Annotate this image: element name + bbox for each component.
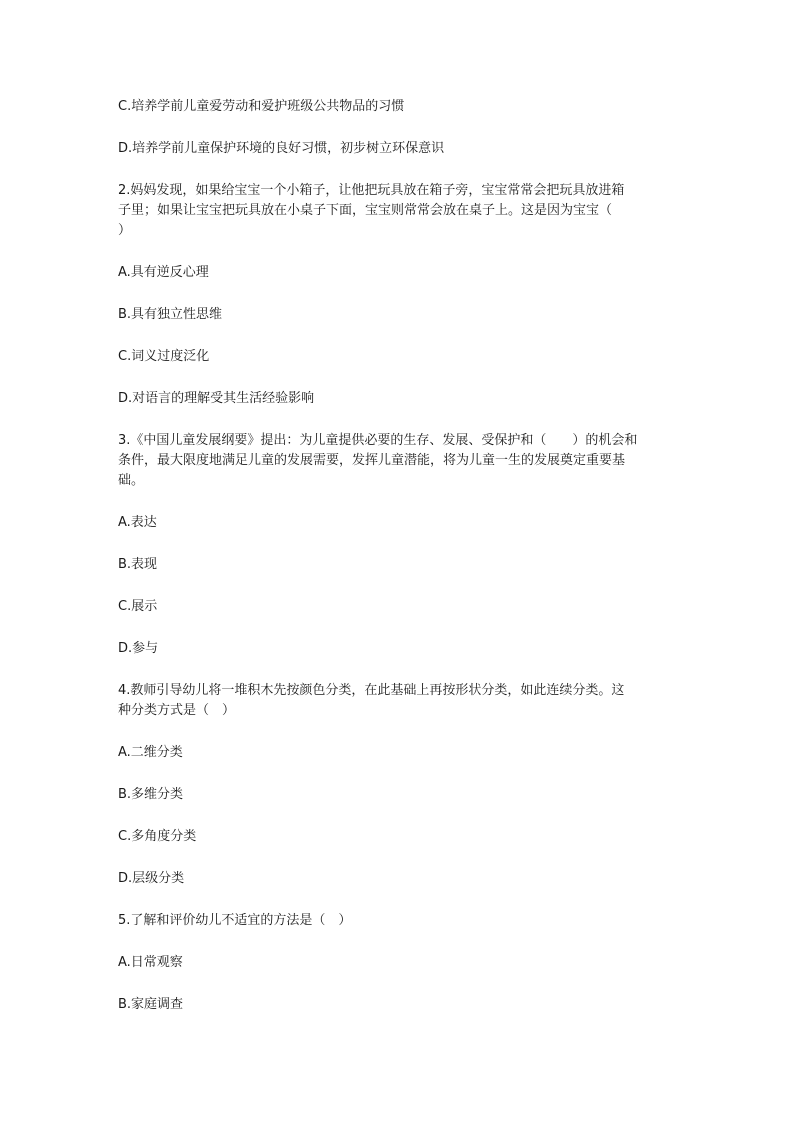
answer-option bbox=[118, 743, 678, 763]
answer-option bbox=[118, 97, 678, 117]
question-line: 础。 bbox=[118, 473, 145, 488]
option-text: B.家庭调查 bbox=[118, 997, 184, 1012]
question-line: 2.妈妈发现，如果给宝宝一个小箱子，让他把玩具放在箱子旁，宝宝常常会把玩具放进箱 bbox=[118, 183, 625, 198]
question-line: 子里；如果让宝宝把玩具放在小桌子下面，宝宝则常常会放在桌子上。这是因为宝宝（ bbox=[118, 203, 613, 218]
option-text: C.多角度分类 bbox=[118, 829, 197, 844]
option-text: D.参与 bbox=[118, 641, 159, 656]
answer-option bbox=[118, 639, 678, 659]
option-text: D.对语言的理解受其生活经验影响 bbox=[118, 391, 315, 406]
answer-option bbox=[118, 953, 678, 973]
option-text: D.培养学前儿童保护环境的良好习惯，初步树立环保意识 bbox=[118, 141, 445, 156]
answer-option bbox=[118, 995, 678, 1015]
option-text: B.具有独立性思维 bbox=[118, 307, 223, 322]
option-text: C.词义过度泛化 bbox=[118, 349, 210, 364]
answer-option bbox=[118, 785, 678, 805]
answer-option bbox=[118, 827, 678, 847]
question-stem bbox=[118, 681, 678, 721]
option-text: C.展示 bbox=[118, 599, 158, 614]
question-line: 5.了解和评价幼儿不适宜的方法是（ ） bbox=[118, 913, 352, 928]
question-stem bbox=[118, 431, 678, 491]
document-body bbox=[118, 97, 678, 1037]
question-line: 4.教师引导幼儿将一堆积木先按颜色分类，在此基础上再按形状分类，如此连续分类。这 bbox=[118, 683, 625, 698]
answer-option bbox=[118, 305, 678, 325]
answer-option bbox=[118, 597, 678, 617]
option-text: C.培养学前儿童爱劳动和爱护班级公共物品的习惯 bbox=[118, 99, 405, 114]
answer-option bbox=[118, 869, 678, 889]
question-line: 种分类方式是（ ） bbox=[118, 703, 236, 718]
option-text: A.表达 bbox=[118, 515, 157, 530]
option-text: B.表现 bbox=[118, 557, 158, 572]
option-text: B.多维分类 bbox=[118, 787, 184, 802]
answer-option bbox=[118, 263, 678, 283]
option-text: A.日常观察 bbox=[118, 955, 183, 970]
answer-option bbox=[118, 513, 678, 533]
question-line: ） bbox=[118, 223, 132, 238]
option-text: D.层级分类 bbox=[118, 871, 185, 886]
answer-option bbox=[118, 389, 678, 409]
question-line: 条件，最大限度地满足儿童的发展需要，发挥儿童潜能，将为儿童一生的发展奠定重要基 bbox=[118, 453, 626, 468]
question-stem bbox=[118, 181, 678, 241]
option-text: A.具有逆反心理 bbox=[118, 265, 209, 280]
question-line: 3.《中国儿童发展纲要》提出：为儿童提供必要的生存、发展、受保护和（ ）的机会和 bbox=[118, 433, 638, 448]
answer-option bbox=[118, 139, 678, 159]
answer-option bbox=[118, 347, 678, 367]
question-stem bbox=[118, 911, 678, 931]
option-text: A.二维分类 bbox=[118, 745, 183, 760]
answer-option bbox=[118, 555, 678, 575]
